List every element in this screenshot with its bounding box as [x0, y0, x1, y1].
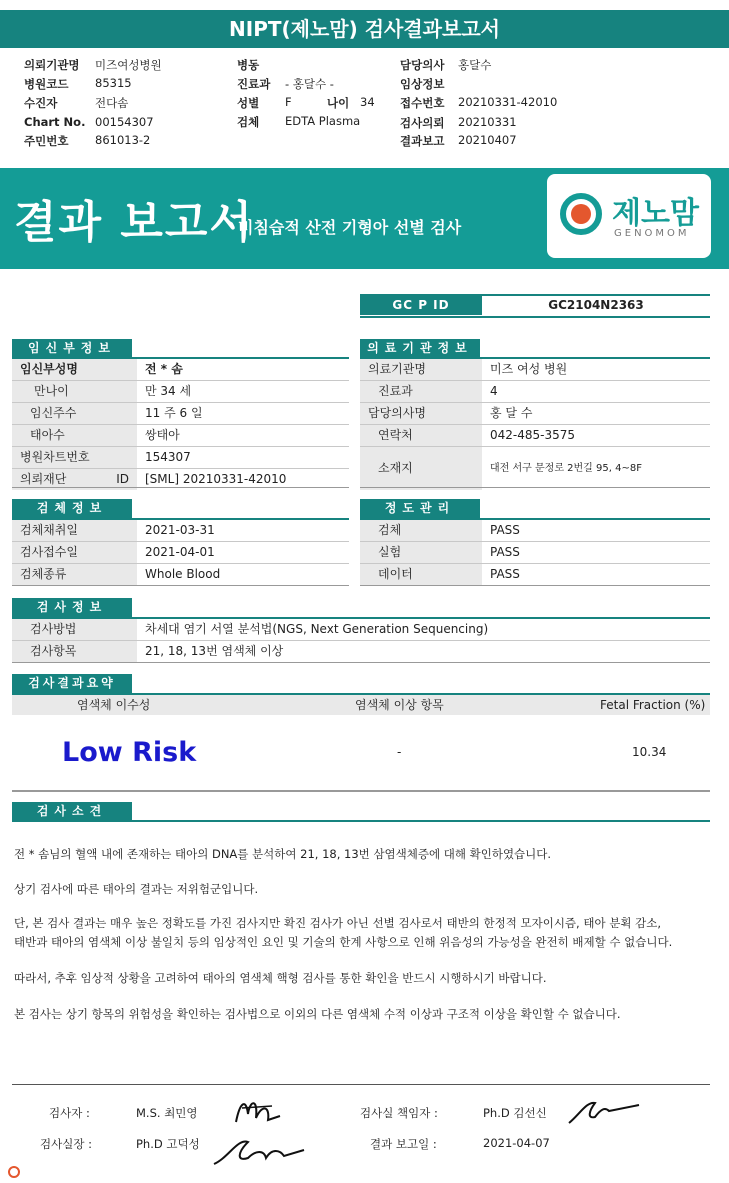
- chart-number-label: 병원차트번호: [12, 447, 137, 468]
- test-method-value: 차세대 염기 서열 분석법(NGS, Next Generation Sequencing): [145, 622, 489, 636]
- fetus-count-value: 쌍태아: [145, 428, 180, 442]
- gcp-value: GC2104N2363: [548, 298, 644, 312]
- sex-label: 성별: [237, 96, 260, 110]
- report-title: NIPT(제노맘) 검사결과보고서: [0, 10, 729, 48]
- qc-specimen-label: 검체: [360, 520, 482, 541]
- doctor-value: 홍달수: [458, 58, 492, 72]
- hospital-value: 미즈여성병원: [95, 58, 162, 72]
- pregnant-age-label: 만나이: [12, 381, 137, 402]
- test-heading: 검사정보: [12, 598, 132, 617]
- abnormal-item-col: 염색체 이상 항목: [355, 698, 444, 712]
- hospital-code-label: 병원코드: [24, 77, 69, 91]
- qc-data-value: PASS: [490, 567, 520, 581]
- qc-heading: 정도관리: [360, 499, 480, 518]
- qc-experiment-value: PASS: [490, 545, 520, 559]
- summary-heading: 검사결과요약: [12, 674, 132, 693]
- qc-specimen-value: PASS: [490, 523, 520, 537]
- test-items-value: 21, 18, 13번 염색체 이상: [145, 644, 284, 658]
- recipient-value: 전다솜: [95, 96, 129, 110]
- finding-paragraph-4: 따라서, 추후 임상적 상황을 고려하여 태아의 염색체 핵형 검사를 통한 확인을 반드시 시행하시기 바랍니다.: [14, 971, 547, 985]
- abnormal-item-value: -: [397, 745, 402, 759]
- receipt-label: 접수번호: [400, 96, 445, 110]
- gcp-label: GC P ID: [360, 296, 482, 315]
- specimen-heading: 검체정보: [12, 499, 132, 518]
- address-value: 대전 서구 문정로 2번길 95, 4~8F: [490, 463, 642, 474]
- fetus-count-label: 태아수: [12, 425, 137, 446]
- pregnant-age-value: 만 34 세: [145, 384, 192, 398]
- doctor-name-value: 홍 달 수: [490, 406, 533, 420]
- institution-name-label: 의료기관명: [360, 359, 482, 380]
- finding-paragraph-1: 전 * 솜님의 혈액 내에 존재하는 태아의 DNA를 분석하여 21, 18, 13번 삼염색체증에 대해 확인하였습니다.: [14, 847, 552, 861]
- specimen-type-value: Whole Blood: [145, 567, 221, 581]
- id-label: 주민번호: [24, 134, 69, 148]
- specimen-value: EDTA Plasma: [285, 114, 361, 128]
- chart-value: 00154307: [95, 115, 154, 129]
- hospital-label: 의뢰기관명: [24, 58, 80, 72]
- banner-subtitle: 비침습적 산전 기형아 선별 검사: [238, 218, 462, 237]
- institution-name-value: 미즈 여성 병원: [490, 362, 568, 376]
- director-value: Ph.D 고덕성: [136, 1137, 200, 1151]
- collection-date-value: 2021-03-31: [145, 523, 215, 537]
- id-value: 861013-2: [95, 133, 151, 147]
- logo-english: GENOMOM: [614, 228, 690, 239]
- qc-data-label: 데이터: [360, 564, 482, 585]
- fetal-fraction-col: Fetal Fraction (%): [600, 698, 706, 712]
- sex-value: F: [285, 95, 292, 109]
- request-label: 검사의뢰: [400, 116, 445, 130]
- footer-logo-icon: [8, 1166, 20, 1178]
- qc-table: [360, 520, 710, 585]
- foundation-id-label: 의뢰재단 ID: [12, 469, 137, 490]
- dept-label: 진료과: [237, 77, 271, 91]
- pregnant-heading: 임신부정보: [12, 339, 132, 358]
- gcp-rule-bottom: [360, 316, 710, 318]
- clinical-label: 임상정보: [400, 77, 445, 91]
- doctor-label: 담당의사: [400, 58, 445, 72]
- finding-paragraph-3a: 단, 본 검사 결과는 매우 높은 정확도를 가진 검사지만 확진 검사가 아닌 선별 검사로서 태반의 한정적 모자이시즘, 태아 분획 감소,: [14, 916, 661, 930]
- receipt-date-value: 2021-04-01: [145, 545, 215, 559]
- finding-paragraph-5: 본 검사는 상기 항목의 위험성을 확인하는 검사법으로 이외의 다른 염색체 수적 이상과 구조적 이상을 확인할 수 없습니다.: [14, 1007, 621, 1021]
- report-date-label: 결과 보고일 :: [370, 1137, 437, 1151]
- logo-dot-icon: [571, 204, 591, 224]
- finding-paragraph-3b: 태반과 태아의 염색체 이상 불일치 등의 임상적인 요인 및 기술의 한계 사항으로 인해 위음성의 가능성을 완전히 배제할 수 없습니다.: [14, 935, 673, 949]
- risk-result: Low Risk: [62, 737, 197, 768]
- qc-experiment-label: 실험: [360, 542, 482, 563]
- collection-date-label: 검체채취일: [12, 520, 137, 541]
- receipt-date-label: 검사접수일: [12, 542, 137, 563]
- chart-label: Chart No.: [24, 115, 86, 129]
- report-date-value: 2021-04-07: [483, 1136, 550, 1150]
- banner-title: 결과 보고서: [14, 197, 254, 248]
- foundation-id-value: [SML] 20210331-42010: [145, 472, 287, 486]
- doctor-name-label: 담당의사명: [360, 403, 482, 424]
- lab-head-signature-icon: [565, 1093, 645, 1131]
- chart-number-value: 154307: [145, 450, 191, 464]
- dept-value: - 홍달수 -: [285, 77, 334, 91]
- pregnant-table: [12, 359, 349, 490]
- department-value: 4: [490, 384, 498, 398]
- specimen-table: [12, 520, 349, 585]
- lab-head-value: Ph.D 김선신: [483, 1106, 547, 1120]
- test-items-label: 검사항목: [12, 641, 137, 662]
- test-method-label: 검사방법: [12, 619, 137, 640]
- department-label: 진료과: [360, 381, 482, 402]
- pregnant-name-label: 임신부성명: [12, 359, 137, 380]
- ward-label: 병동: [237, 58, 260, 72]
- pregnant-weeks-label: 임신주수: [12, 403, 137, 424]
- tester-value: M.S. 최민영: [136, 1106, 198, 1120]
- age-value: 34: [360, 95, 375, 109]
- institution-table: [360, 359, 710, 490]
- specimen-label: 검체: [237, 115, 260, 129]
- contact-label: 연락처: [360, 425, 482, 446]
- test-table: [12, 619, 710, 662]
- finding-paragraph-2: 상기 검사에 따른 태아의 결과는 저위험군입니다.: [14, 882, 259, 896]
- findings-rule: [12, 820, 710, 822]
- lab-head-label: 검사실 책임자 :: [360, 1106, 438, 1120]
- age-label: 나이: [327, 96, 350, 110]
- institution-heading: 의료기관정보: [360, 339, 480, 358]
- pregnant-weeks-value: 11 주 6 일: [145, 406, 203, 420]
- receipt-value: 20210331-42010: [458, 95, 558, 109]
- aneuploidy-col: 염색체 이수성: [77, 698, 151, 712]
- tester-signature-icon: [228, 1092, 288, 1132]
- summary-header-row: [12, 695, 710, 715]
- contact-value: 042-485-3575: [490, 428, 576, 442]
- hospital-code-value: 85315: [95, 76, 132, 90]
- director-label: 검사실장 :: [40, 1137, 92, 1151]
- specimen-type-label: 검체종류: [12, 564, 137, 585]
- request-value: 20210331: [458, 115, 517, 129]
- recipient-label: 수진자: [24, 96, 58, 110]
- findings-heading: 검사소견: [12, 802, 132, 821]
- director-signature-icon: [208, 1128, 308, 1172]
- fetal-fraction-value: 10.34: [632, 745, 667, 759]
- logo-korean: 제노맘: [612, 196, 699, 231]
- tester-label: 검사자 :: [49, 1106, 90, 1120]
- pregnant-name-value: 전 * 솜: [145, 362, 183, 376]
- result-value: 20210407: [458, 133, 517, 147]
- address-label: 소재지: [360, 447, 482, 490]
- result-label: 결과보고: [400, 134, 445, 148]
